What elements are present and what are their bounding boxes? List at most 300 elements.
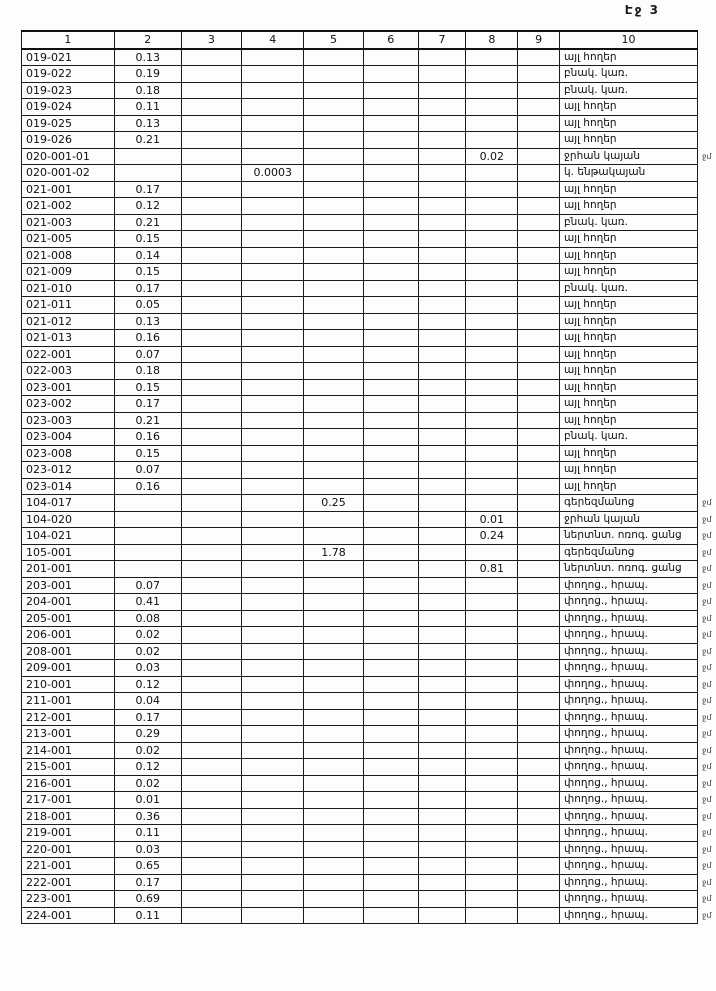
cell-col10: այլ հողեր	[560, 379, 698, 396]
margin-note	[697, 462, 715, 479]
cell-col2: 0.13	[114, 313, 181, 330]
cell-col7	[418, 478, 466, 495]
cell-col5	[304, 577, 364, 594]
cell-col9	[518, 792, 560, 809]
cell-col10: փողոց., հրապ.	[560, 759, 698, 776]
margin-note	[697, 247, 715, 264]
margin-note: ջմ	[701, 646, 712, 656]
cell-col9	[518, 165, 560, 182]
cell-col9	[518, 412, 560, 429]
cell-col4	[242, 561, 304, 578]
cell-col2: 0.21	[114, 132, 181, 149]
table-row	[22, 660, 716, 677]
cell-col9	[518, 115, 560, 132]
cell-col2: 0.14	[114, 247, 181, 264]
cell-col8	[466, 709, 518, 726]
cell-col5	[304, 511, 364, 528]
margin-note: ջմ	[701, 531, 712, 541]
cell-col3	[181, 709, 242, 726]
cell-col5	[304, 82, 364, 99]
cell-col2: 0.21	[114, 412, 181, 429]
cell-col7	[418, 396, 466, 413]
margin-note: ջմ	[701, 630, 712, 640]
cell-col4	[242, 214, 304, 231]
cell-col8	[466, 313, 518, 330]
table-row	[22, 841, 716, 858]
cell-col9	[518, 214, 560, 231]
cell-col9	[518, 231, 560, 248]
cell-col4	[242, 709, 304, 726]
table-row	[22, 66, 716, 83]
cell-col8	[466, 742, 518, 759]
cell-col1: 019-026	[22, 132, 115, 149]
cell-col10: փողոց., հրապ.	[560, 891, 698, 908]
table-body	[22, 49, 716, 924]
cell-col1: 211-001	[22, 693, 115, 710]
cell-col8	[466, 610, 518, 627]
cell-col8	[466, 82, 518, 99]
cell-col5	[304, 742, 364, 759]
cell-col9	[518, 280, 560, 297]
cell-col6	[363, 297, 418, 314]
cell-col5	[304, 825, 364, 842]
cell-col9	[518, 396, 560, 413]
margin-note: ջմ	[701, 762, 712, 772]
cell-col5	[304, 264, 364, 281]
table-row	[22, 231, 716, 248]
cell-col2: 0.12	[114, 676, 181, 693]
cell-col3	[181, 544, 242, 561]
cell-col9	[518, 462, 560, 479]
cell-col2	[114, 511, 181, 528]
cell-col6	[363, 396, 418, 413]
cell-col9	[518, 907, 560, 924]
table-row	[22, 594, 716, 611]
cell-col7	[418, 511, 466, 528]
cell-col4	[242, 148, 304, 165]
cell-col2: 0.11	[114, 825, 181, 842]
cell-col8	[466, 792, 518, 809]
cell-col3	[181, 478, 242, 495]
cell-col4	[242, 231, 304, 248]
cell-col6	[363, 808, 418, 825]
cell-col2	[114, 561, 181, 578]
header-row	[22, 31, 716, 49]
cell-col10: փողոց., հրապ.	[560, 660, 698, 677]
cell-col5	[304, 462, 364, 479]
cell-col4	[242, 280, 304, 297]
cell-col10: ներտնտ. ոռոգ. ցանց	[560, 561, 698, 578]
cell-col5: 1.78	[304, 544, 364, 561]
cell-col6	[363, 49, 418, 66]
cell-col2: 0.07	[114, 577, 181, 594]
cell-col1: 021-008	[22, 247, 115, 264]
margin-note	[697, 478, 715, 495]
cell-col1: 203-001	[22, 577, 115, 594]
cell-col3	[181, 792, 242, 809]
table-row	[22, 49, 716, 66]
cell-col9	[518, 742, 560, 759]
cell-col2: 0.18	[114, 363, 181, 380]
cell-col9	[518, 330, 560, 347]
cell-col9	[518, 264, 560, 281]
column-header: 10	[560, 31, 698, 49]
margin-note: ջմ	[701, 514, 712, 524]
cell-col6	[363, 594, 418, 611]
cell-col8	[466, 132, 518, 149]
table-row	[22, 627, 716, 644]
cell-col10: այլ հողեր	[560, 346, 698, 363]
table-row	[22, 99, 716, 116]
cell-col10: այլ հողեր	[560, 396, 698, 413]
cell-col8	[466, 775, 518, 792]
cell-col5	[304, 313, 364, 330]
cell-col8	[466, 115, 518, 132]
cell-col3	[181, 891, 242, 908]
cell-col7	[418, 148, 466, 165]
cell-col5	[304, 247, 364, 264]
cell-col10: այլ հողեր	[560, 231, 698, 248]
cell-col9	[518, 891, 560, 908]
cell-col6	[363, 264, 418, 281]
cell-col2: 0.15	[114, 445, 181, 462]
margin-note: ջմ	[701, 663, 712, 673]
cell-col3	[181, 643, 242, 660]
cell-col3	[181, 445, 242, 462]
cell-col4	[242, 627, 304, 644]
cell-col6	[363, 198, 418, 215]
cell-col10: այլ հողեր	[560, 478, 698, 495]
cell-col9	[518, 825, 560, 842]
cell-col8	[466, 379, 518, 396]
table-row	[22, 148, 716, 165]
cell-col8	[466, 429, 518, 446]
cell-col5: 0.25	[304, 495, 364, 512]
cell-col8: 0.02	[466, 148, 518, 165]
cell-col8	[466, 462, 518, 479]
cell-col8	[466, 874, 518, 891]
cell-col10: այլ հողեր	[560, 198, 698, 215]
cell-col3	[181, 429, 242, 446]
cell-col3	[181, 49, 242, 66]
cell-col2: 0.02	[114, 775, 181, 792]
cell-col7	[418, 726, 466, 743]
cell-col6	[363, 775, 418, 792]
cell-col10: այլ հողեր	[560, 363, 698, 380]
cell-col2: 0.17	[114, 709, 181, 726]
cell-col2: 0.18	[114, 82, 181, 99]
cell-col9	[518, 808, 560, 825]
cell-col8	[466, 445, 518, 462]
table-row	[22, 247, 716, 264]
cell-col8	[466, 247, 518, 264]
cell-col9	[518, 198, 560, 215]
table-row	[22, 330, 716, 347]
cell-col4	[242, 759, 304, 776]
cell-col3	[181, 841, 242, 858]
margin-note: ջմ	[701, 729, 712, 739]
cell-col9	[518, 561, 560, 578]
cell-col1: 219-001	[22, 825, 115, 842]
cell-col9	[518, 676, 560, 693]
table-row	[22, 379, 716, 396]
cell-col10: բնակ. կառ.	[560, 214, 698, 231]
table-row	[22, 676, 716, 693]
cell-col5	[304, 759, 364, 776]
cell-col7	[418, 495, 466, 512]
cell-col5	[304, 610, 364, 627]
cell-col8	[466, 693, 518, 710]
cell-col10: ջրհան կայան	[560, 511, 698, 528]
column-header: 6	[363, 31, 418, 49]
cell-col3	[181, 825, 242, 842]
cell-col8	[466, 627, 518, 644]
cell-col5	[304, 841, 364, 858]
cell-col4	[242, 478, 304, 495]
cell-col6	[363, 346, 418, 363]
cell-col10: փողոց., հրապ.	[560, 775, 698, 792]
cell-col8	[466, 808, 518, 825]
cell-col1: 023-004	[22, 429, 115, 446]
cell-col4	[242, 726, 304, 743]
cell-col6	[363, 495, 418, 512]
cell-col10: փողոց., հրապ.	[560, 709, 698, 726]
cell-col10: այլ հողեր	[560, 99, 698, 116]
cell-col6	[363, 676, 418, 693]
cell-col6	[363, 858, 418, 875]
cell-col4	[242, 132, 304, 149]
cell-col10: փողոց., հրապ.	[560, 726, 698, 743]
cell-col4	[242, 495, 304, 512]
cell-col8	[466, 478, 518, 495]
cell-col6	[363, 577, 418, 594]
margin-note	[697, 198, 715, 215]
cell-col8	[466, 66, 518, 83]
cell-col9	[518, 726, 560, 743]
cell-col3	[181, 511, 242, 528]
table-row	[22, 544, 716, 561]
table-row	[22, 313, 716, 330]
cell-col8	[466, 363, 518, 380]
margin-spacer	[697, 31, 715, 49]
table-row	[22, 346, 716, 363]
margin-note	[697, 330, 715, 347]
cell-col6	[363, 511, 418, 528]
cell-col9	[518, 363, 560, 380]
cell-col10: այլ հողեր	[560, 115, 698, 132]
cell-col6	[363, 891, 418, 908]
cell-col7	[418, 198, 466, 215]
cell-col4	[242, 676, 304, 693]
cell-col8	[466, 264, 518, 281]
cell-col1: 019-022	[22, 66, 115, 83]
cell-col6	[363, 462, 418, 479]
cell-col2: 0.07	[114, 462, 181, 479]
cell-col3	[181, 577, 242, 594]
cell-col8	[466, 181, 518, 198]
cell-col10: այլ հողեր	[560, 445, 698, 462]
cell-col1: 022-003	[22, 363, 115, 380]
cell-col5	[304, 214, 364, 231]
margin-note	[697, 313, 715, 330]
cell-col2: 0.17	[114, 874, 181, 891]
table-row	[22, 907, 716, 924]
cell-col7	[418, 165, 466, 182]
cell-col6	[363, 429, 418, 446]
cell-col1: 019-025	[22, 115, 115, 132]
margin-note	[697, 181, 715, 198]
cell-col5	[304, 874, 364, 891]
cell-col2	[114, 165, 181, 182]
cell-col6	[363, 544, 418, 561]
cell-col8	[466, 198, 518, 215]
cell-col5	[304, 99, 364, 116]
cell-col10: փողոց., հրապ.	[560, 792, 698, 809]
cell-col1: 222-001	[22, 874, 115, 891]
cell-col1: 213-001	[22, 726, 115, 743]
cell-col5	[304, 709, 364, 726]
cell-col5	[304, 363, 364, 380]
cell-col4	[242, 82, 304, 99]
cell-col7	[418, 115, 466, 132]
cell-col1: 104-021	[22, 528, 115, 545]
cell-col4	[242, 412, 304, 429]
cell-col3	[181, 330, 242, 347]
cell-col9	[518, 874, 560, 891]
cell-col5	[304, 594, 364, 611]
table-row	[22, 412, 716, 429]
cell-col5	[304, 627, 364, 644]
cell-col10: փողոց., հրապ.	[560, 841, 698, 858]
cell-col3	[181, 247, 242, 264]
cell-col1: 104-017	[22, 495, 115, 512]
margin-note: ջմ	[701, 151, 712, 161]
cell-col4	[242, 858, 304, 875]
cell-col2: 0.17	[114, 181, 181, 198]
cell-col10: բնակ. կառ.	[560, 82, 698, 99]
cell-col3	[181, 462, 242, 479]
cell-col1: 205-001	[22, 610, 115, 627]
cell-col7	[418, 742, 466, 759]
cell-col2: 0.41	[114, 594, 181, 611]
margin-note	[697, 214, 715, 231]
margin-note: ջմ	[701, 844, 712, 854]
cell-col9	[518, 528, 560, 545]
cell-col1: 021-011	[22, 297, 115, 314]
cell-col9	[518, 379, 560, 396]
cell-col8	[466, 280, 518, 297]
cell-col6	[363, 726, 418, 743]
cell-col7	[418, 825, 466, 842]
cell-col10: այլ հողեր	[560, 297, 698, 314]
margin-note	[697, 396, 715, 413]
cell-col5	[304, 726, 364, 743]
cell-col3	[181, 363, 242, 380]
cell-col1: 019-024	[22, 99, 115, 116]
table-row	[22, 214, 716, 231]
margin-note: ջմ	[701, 828, 712, 838]
table-row	[22, 82, 716, 99]
table-row	[22, 775, 716, 792]
margin-note: ջմ	[701, 811, 712, 821]
cell-col8	[466, 907, 518, 924]
cell-col10: փողոց., հրապ.	[560, 610, 698, 627]
cell-col3	[181, 115, 242, 132]
cell-col6	[363, 693, 418, 710]
cell-col7	[418, 594, 466, 611]
cell-col9	[518, 346, 560, 363]
cell-col10: փողոց., հրապ.	[560, 627, 698, 644]
cell-col6	[363, 907, 418, 924]
cell-col5	[304, 280, 364, 297]
cell-col9	[518, 858, 560, 875]
cell-col2: 0.16	[114, 478, 181, 495]
margin-note	[697, 231, 715, 248]
cell-col5	[304, 297, 364, 314]
page-number-label: Էջ 3	[624, 3, 660, 17]
cell-col3	[181, 874, 242, 891]
cell-col5	[304, 412, 364, 429]
cell-col7	[418, 66, 466, 83]
cell-col8	[466, 676, 518, 693]
margin-note	[697, 165, 715, 182]
cell-col8	[466, 396, 518, 413]
cell-col6	[363, 181, 418, 198]
cell-col3	[181, 742, 242, 759]
cell-col10: այլ հողեր	[560, 412, 698, 429]
cell-col8	[466, 577, 518, 594]
cell-col9	[518, 82, 560, 99]
cell-col4	[242, 693, 304, 710]
cell-col6	[363, 330, 418, 347]
cell-col3	[181, 379, 242, 396]
cell-col8	[466, 495, 518, 512]
cell-col6	[363, 841, 418, 858]
cell-col2	[114, 544, 181, 561]
cell-col1: 223-001	[22, 891, 115, 908]
margin-note: ջմ	[701, 894, 712, 904]
cell-col1: 021-013	[22, 330, 115, 347]
margin-note: ջմ	[701, 861, 712, 871]
cell-col1: 020-001-01	[22, 148, 115, 165]
cell-col2: 0.36	[114, 808, 181, 825]
cell-col7	[418, 412, 466, 429]
cell-col7	[418, 841, 466, 858]
table-row	[22, 808, 716, 825]
cell-col1: 019-023	[22, 82, 115, 99]
cell-col9	[518, 594, 560, 611]
cell-col1: 204-001	[22, 594, 115, 611]
cell-col9	[518, 247, 560, 264]
cell-col2: 0.13	[114, 115, 181, 132]
cell-col5	[304, 330, 364, 347]
margin-note	[697, 66, 715, 83]
table-row	[22, 396, 716, 413]
table-row	[22, 825, 716, 842]
margin-note	[697, 297, 715, 314]
cell-col7	[418, 181, 466, 198]
cell-col10: բնակ. կառ.	[560, 66, 698, 83]
cell-col5	[304, 643, 364, 660]
cell-col7	[418, 627, 466, 644]
cell-col2: 0.12	[114, 198, 181, 215]
cell-col2: 0.02	[114, 742, 181, 759]
cell-col9	[518, 709, 560, 726]
margin-note: ջմ	[701, 498, 712, 508]
cell-col5	[304, 445, 364, 462]
cell-col5	[304, 561, 364, 578]
cell-col8	[466, 726, 518, 743]
